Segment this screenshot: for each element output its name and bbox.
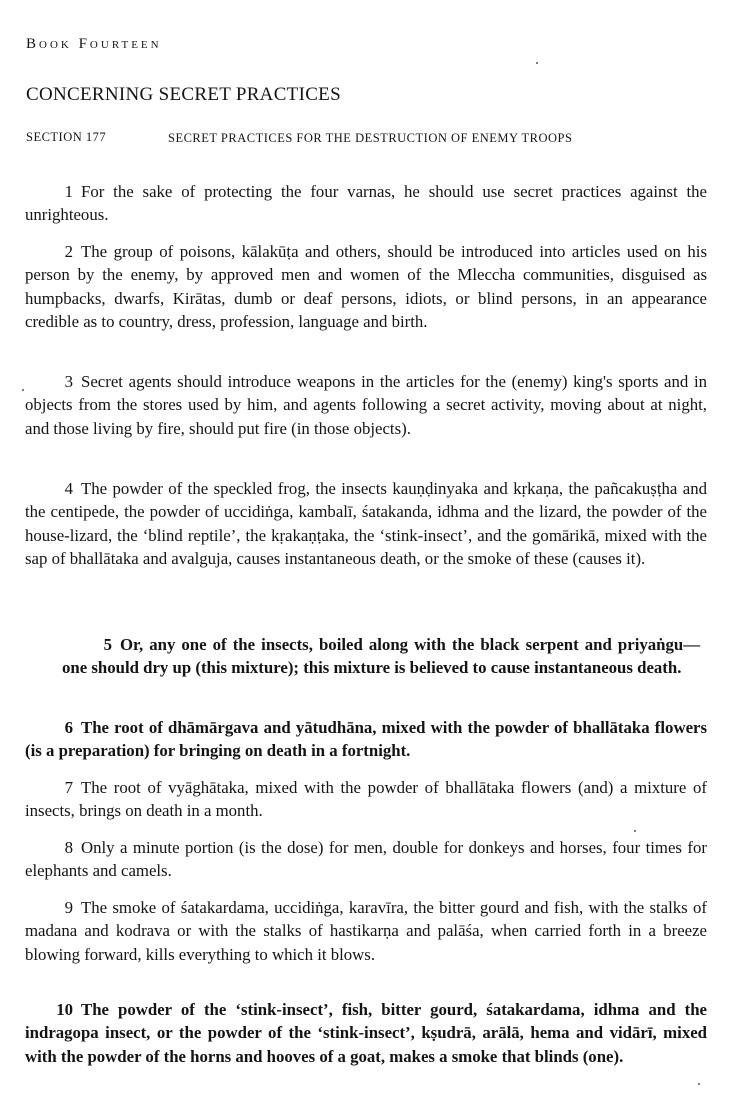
paragraph-number: 4 <box>64 479 73 498</box>
paragraph-number: 9 <box>64 898 73 917</box>
paragraph-2 <box>25 240 707 333</box>
paragraph-number: 2 <box>64 242 73 261</box>
paragraph-5 <box>62 633 700 680</box>
paragraph-7 <box>25 776 707 823</box>
scan-speck <box>634 830 636 832</box>
paragraph-3 <box>25 370 707 440</box>
paragraph-9 <box>25 896 707 966</box>
paragraph-6 <box>25 716 707 763</box>
paragraph-number: 5 <box>103 635 112 654</box>
paragraph-1 <box>25 180 707 227</box>
section-number: SECTION 177 <box>26 130 107 144</box>
paragraph-number: 10 <box>56 1000 73 1019</box>
paragraph-4 <box>25 477 707 570</box>
paragraph-text: The powder of the ‘stink-insect’, fish, bitter gourd, śatakardama, idhma and the indragopa insect, or the powder of the ‘stink-insect’, kṣudrā, arālā, hema and vidārī, mixed with the powder of the horns and hooves of a goat, makes a smoke that blinds (one). <box>25 1000 707 1066</box>
paragraph-text: Secret agents should introduce weapons in the articles for the (enemy) king's sports and in objects from the stores used by him, and agents following a secret activity, moving about at night, and those living by fire, should put fire (in those objects). <box>25 372 707 438</box>
paragraph-number: 8 <box>64 838 73 857</box>
paragraph-number: 6 <box>64 718 73 737</box>
paragraph-text: The root of vyāghātaka, mixed with the powder of bhallātaka flowers (and) a mixture of insects, brings on death in a month. <box>25 778 707 821</box>
scan-speck <box>22 389 24 391</box>
section-title: SECRET PRACTICES FOR THE DESTRUCTION OF ENEMY TROOPS <box>168 131 573 145</box>
scan-speck <box>536 62 538 64</box>
paragraph-text: The root of dhāmārgava and yātudhāna, mixed with the powder of bhallātaka flowers (is a preparation) for bringing on death in a fortnight. <box>25 718 707 761</box>
book-heading: Book Fourteen <box>26 36 162 52</box>
paragraph-text: For the sake of protecting the four varnas, he should use secret practices against the unrighteous. <box>25 182 707 225</box>
chapter-title: CONCERNING SECRET PRACTICES <box>26 84 341 105</box>
paragraph-number: 7 <box>64 778 73 797</box>
scan-speck <box>698 1083 700 1085</box>
paragraph-text: The group of poisons, kālakūṭa and others, should be introduced into articles used on his person by the enemy, by approved men and women of the Mleccha communities, disguised as humpbacks, dwarfs, Kirātas, dumb or deaf persons, idiots, or blind persons, in an appearance credible as to country, dress, profession, language and birth. <box>25 242 707 331</box>
paragraph-number: 3 <box>64 372 73 391</box>
paragraph-10 <box>25 998 707 1068</box>
paragraph-number: 1 <box>64 182 73 201</box>
paragraph-8 <box>25 836 707 883</box>
paragraph-text: Or, any one of the insects, boiled along with the black serpent and priyaṅgu—one should dry up (this mixture); this mixture is believed to cause instantaneous death. <box>62 635 700 678</box>
paragraph-text: The powder of the speckled frog, the insects kauṇḍinyaka and kṛkaṇa, the pañcakuṣṭha and the centipede, the powder of uccidiṅga, kambalī, śatakanda, idhma and the lizard, the powder of the house-lizard, the ‘blind reptile’, the kṛakaṇṭaka, the ‘stink-insect’, and the gomārikā, mixed with the sap of bhallātaka and avalguja, causes instantaneous death, or the smoke of these (causes it). <box>25 479 707 568</box>
paragraph-text: The smoke of śatakardama, uccidiṅga, karavīra, the bitter gourd and fish, with the stalks of madana and kodrava or with the stalks of hastikarṇa and palāśa, when carried forth in a breeze blowing forward, kills everything to which it blows. <box>25 898 707 964</box>
paragraph-text: Only a minute portion (is the dose) for men, double for donkeys and horses, four times for elephants and camels. <box>25 838 707 881</box>
